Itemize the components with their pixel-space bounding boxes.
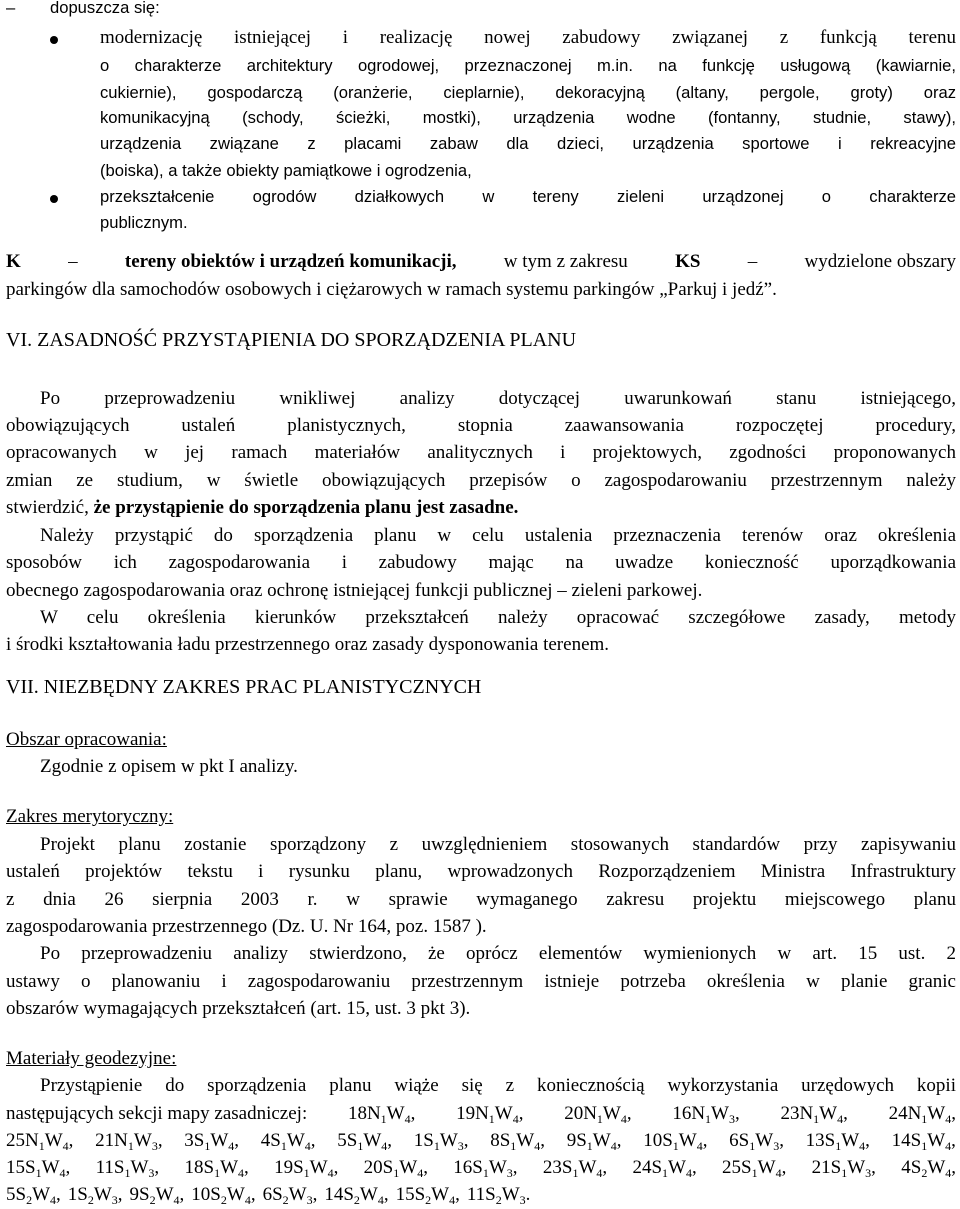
zakres-p1-line-2: ustaleń projektów tekstu i rysunku planu, wprowadzonych Rozporządzeniem Ministra Infrastruktury — [6, 861, 956, 882]
k-mid-text: w tym z zakresu — [503, 251, 628, 272]
map-sheet-code: $18S_1W_4$, — [184, 1157, 249, 1180]
section-vi-heading: VI. ZASADNOŚĆ PRZYSTĄPIENIA DO SPORZĄDZENIA PLANU — [6, 329, 577, 351]
map-sheet-code: $20S_1W_4$, — [363, 1157, 428, 1180]
k-letter: K — [6, 251, 21, 272]
p3-line-2: i środki kształtowania ładu przestrzennego oraz zasady dysponowania terenem. — [6, 634, 610, 655]
map-sheet-code: $21S_1W_3$, — [811, 1157, 876, 1180]
p1-line-4: zmian ze studium, w świetle obowiązujących przepisów o zagospodarowaniu przestrzennym należy — [6, 470, 956, 491]
zakres-p2-line-1: Po przeprowadzeniu analizy stwierdzono, że oprócz elementów wymienionych w art. 15 ust. 2 — [40, 943, 956, 964]
p2-line-1: Należy przystąpić do sporządzenia planu w celu ustalenia przeznaczenia terenów oraz określenia — [40, 525, 956, 546]
map-sheet-code: $4S_2W_4$, — [901, 1157, 956, 1180]
section-vii-heading: VII. NIEZBĘDNY ZAKRES PRAC PLANISTYCZNYCH — [6, 676, 482, 698]
bullet-dot — [50, 36, 58, 44]
materialy-line-4 — [6, 1154, 956, 1182]
materialy-line-2 — [6, 1100, 956, 1128]
zakres-label: Zakres merytoryczny: — [6, 806, 174, 827]
k-dash-2: – — [747, 251, 758, 272]
bullet1-line-3: cukiernie), gospodarczą (oranżerie, cieplarnie), dekoracyjną (altany, pergole, groty) oraz — [100, 83, 956, 102]
p2-line-2: sposobów ich zagospodarowania i zabudowy mając na uwadze konieczność uporządkowania — [6, 552, 956, 573]
map-sheet-code: $5S_2W_4$, — [6, 1184, 61, 1207]
map-sheet-code: $5S_1W_4$, — [337, 1130, 393, 1153]
bullet1-line-2: o charakterze architektury ogrodowej, przeznaczonej m.in. na funkcję usługową (kawiarnie, — [100, 56, 956, 75]
map-sheet-code: $24S_1W_4$, — [632, 1157, 697, 1180]
k-bold-text: tereny obiektów i urządzeń komunikacji, — [124, 251, 457, 272]
materialy-line-5 — [6, 1181, 956, 1209]
map-sheet-code: $18N_1W_4$, — [347, 1103, 416, 1126]
materialy-line-1: Przystąpienie do sporządzenia planu wiąże się z koniecznością wykorzystania urzędowych kopii — [40, 1075, 956, 1096]
p1-line-5 — [6, 494, 956, 522]
map-sheet-code: $10S_2W_4$, — [191, 1184, 256, 1207]
bullet-dot — [50, 195, 58, 203]
map-sheet-code: $11S_2W_3$. — [466, 1184, 531, 1207]
k-rest-text: wydzielone obszary — [804, 251, 956, 272]
zakres-p1-line-1: Projekt planu zostanie sporządzony z uwzględnieniem stosowanych standardów przy zapisywaniu — [40, 834, 956, 855]
p3-line-1: W celu określenia kierunków przekształceń należy opracować szczegółowe zasady, metody — [40, 607, 956, 628]
map-sheet-code: $9S_2W_4$, — [129, 1184, 185, 1207]
bullet2-line-1: przekształcenie ogrodów działkowych w tereny zieleni urządzonej o charakterze — [100, 187, 956, 206]
intro-text: dopuszcza się: — [50, 0, 160, 17]
map-sheet-code: $6S_2W_3$, — [262, 1184, 318, 1207]
map-sheet-code: $19S_1W_4$, — [274, 1157, 339, 1180]
map-sheet-code: $3S_1W_4$, — [184, 1130, 240, 1153]
k-line-2: parkingów dla samochodów osobowych i ciężarowych w ramach systemu parkingów „Parkuj i jedź”. — [6, 279, 777, 300]
materialy-line-3 — [6, 1127, 956, 1155]
map-sheet-code: $20N_1W_4$, — [564, 1103, 632, 1126]
map-sheet-code: $9S_1W_4$, — [566, 1130, 622, 1153]
zakres-p2-line-2: ustawy o planowaniu i zagospodarowaniu przestrzennym istnieje potrzeba określenia w planie granic — [6, 971, 956, 992]
bullet1-line-4: komunikacyjną (schody, ścieżki, mostki), urządzenia wodne (fontanny, studnie, stawy), — [100, 108, 956, 127]
map-sheet-code: $15S_1W_4$, — [6, 1157, 71, 1180]
zakres-p1-line-4: zagospodarowania przestrzennego (Dz. U. Nr 164, poz. 1587 ). — [6, 916, 487, 937]
map-sheet-code: $15S_2W_4$, — [395, 1184, 460, 1207]
map-sheet-code: $1S_1W_3$, — [413, 1130, 469, 1153]
materialy-line-2-prefix: następujących sekcji mapy zasadniczej: — [6, 1103, 308, 1124]
p1-line-5-bold: że przystąpienie do sporządzenia planu jest zasadne. — [93, 497, 519, 518]
map-sheet-code: $8S_1W_4$, — [490, 1130, 545, 1153]
map-sheet-code: $11S_1W_3$, — [95, 1157, 160, 1180]
bullet1-line-1: modernizację istniejącej i realizację nowej zabudowy związanej z funkcją terenu — [100, 27, 956, 48]
map-sheet-code: $25N_1W_4$, — [6, 1130, 74, 1153]
zakres-p2-line-3: obszarów wymagających przekształceń (art. 15, ust. 3 pkt 3). — [6, 998, 471, 1019]
map-sheet-code: $23N_1W_4$, — [780, 1103, 848, 1126]
obszar-label: Obszar opracowania: — [6, 729, 167, 750]
map-sheet-code: $6S_1W_3$, — [729, 1130, 784, 1153]
map-sheet-code: $10S_1W_4$, — [643, 1130, 708, 1153]
map-sheet-code: $4S_1W_4$, — [260, 1130, 316, 1153]
p1-line-2: obowiązujących ustaleń planistycznych, stopnia zaawansowania rozpoczętej procedury, — [6, 415, 956, 436]
p1-line-3: opracowanych w jej ramach materiałów analitycznych i projektowych, zgodności proponowanych — [6, 442, 956, 463]
bullet1-line-5: urządzenia związane z placami zabaw dla dzieci, urządzenia sportowe i rekreacyjne — [100, 134, 956, 153]
zakres-p1-line-3: z dnia 26 sierpnia 2003 r. w sprawie wymaganego zakresu projektu miejscowego planu — [6, 889, 956, 910]
intro-line — [6, 0, 956, 22]
map-sheet-code: $16N_1W_3$, — [672, 1103, 740, 1126]
bullet2-line-2: publicznym. — [100, 213, 188, 232]
map-sheet-code: $24N_1W_4$, — [888, 1103, 956, 1126]
p1-line-1: Po przeprowadzeniu wnikliwej analizy dotyczącej uwarunkowań stanu istniejącego, — [40, 388, 956, 409]
p2-line-3: obecnego zagospodarowania oraz ochronę istniejącej funkcji publicznej – zieleni parkowej. — [6, 580, 703, 601]
p1-line-5-normal: stwierdzić, — [6, 497, 89, 518]
intro-dash: – — [6, 0, 16, 17]
map-sheet-code: $21N_1W_3$, — [95, 1130, 163, 1153]
k-dash-1: – — [68, 251, 78, 272]
map-sheet-code: $23S_1W_4$, — [542, 1157, 608, 1180]
k-line-1 — [6, 248, 956, 276]
map-sheet-code: $19N_1W_4$, — [456, 1103, 524, 1126]
map-sheet-code: $14S_1W_4$, — [891, 1130, 956, 1153]
map-sheet-code: $13S_1W_4$, — [805, 1130, 870, 1153]
bullet1-line-6: (boiska), a także obiekty pamiątkowe i ogrodzenia, — [100, 161, 472, 180]
k-ks: KS — [675, 251, 701, 272]
map-sheet-code: $25S_1W_4$, — [722, 1157, 787, 1180]
obszar-text: Zgodnie z opisem w pkt I analizy. — [40, 756, 298, 777]
map-sheet-code: $1S_2W_3$, — [67, 1184, 123, 1207]
map-sheet-code: $14S_2W_4$, — [324, 1184, 389, 1207]
map-sheet-code: $16S_1W_3$, — [453, 1157, 518, 1180]
materialy-label: Materiały geodezyjne: — [6, 1048, 177, 1069]
